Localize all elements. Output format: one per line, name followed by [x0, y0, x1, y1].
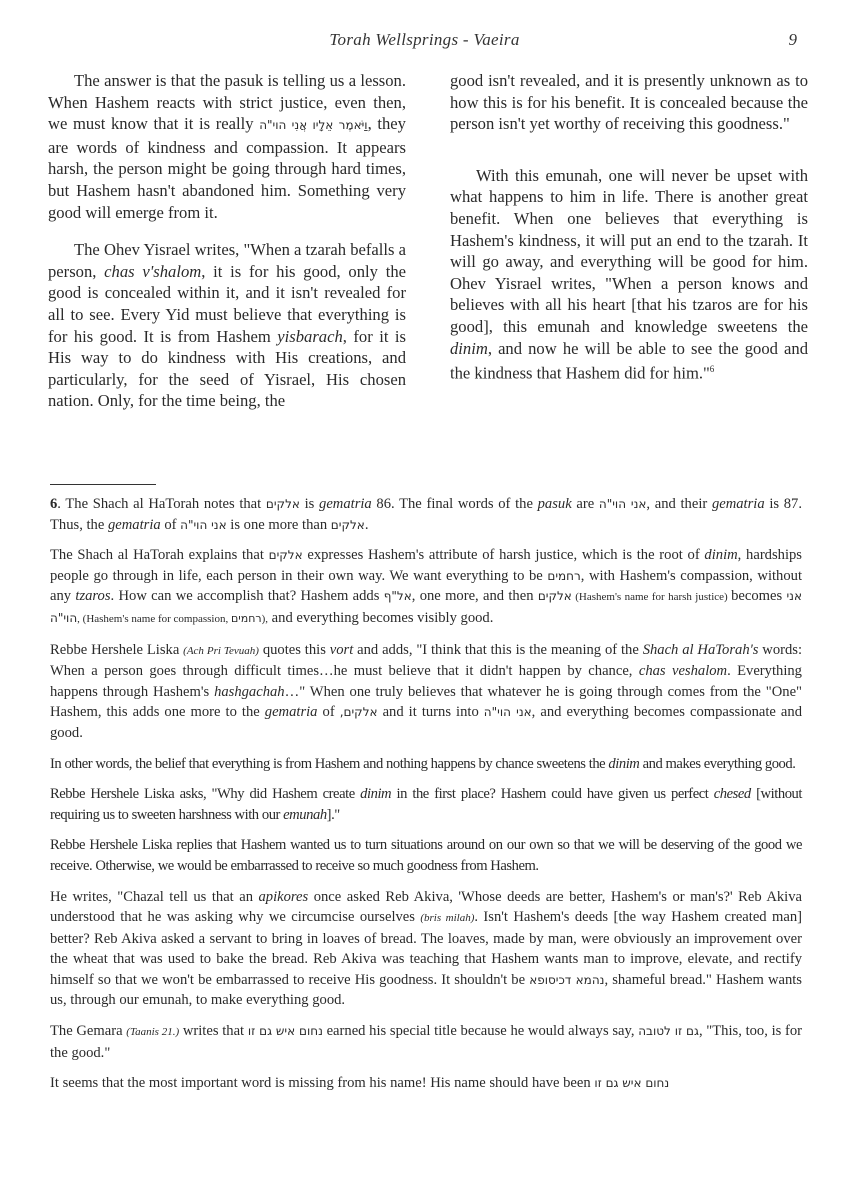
paragraph: The answer is that the pasuk is telling us a lesson. When Hashem reacts with strict justice, even then, we must know that it is really וַיֹּאמֶר אֵלָיו אֲנִי הוי"ה, they are words of kindness and compassion. It appears harsh, the person might be going through hard times, but Hashem hasn't abandoned him. Something very good will emerge from it.	[48, 71, 406, 222]
left-column	[48, 70, 406, 428]
footnote-6: 6. The Shach al HaTorah notes that אלקים is gematria 86. The final words of the pasuk are אני הוי"ה, and their gematria is 87. Thus, the gematria of אני הוי"ה is one more than אלקים.	[50, 496, 802, 533]
footnote-paragraph: Rebbe Hershele Liska (Ach Pri Tevuah) quotes this vort and adds, "I think that this is the meaning of the Shach al HaTorah's words: When a person goes through difficult times…he must believe that it didn't happen by chance, chas veshalom. Everything happens through Hashem's hashgachah…" When one truly believes that whatever he is going through comes from the "One" Hashem, this adds one more to the gematria of אלקים, and it turns into אני הוי"ה, and everything becomes compassionate and good.	[50, 641, 803, 741]
main-text-columns	[48, 70, 808, 428]
running-title: Torah Wellsprings - Vaeira	[329, 30, 520, 49]
paragraph: With this emunah, one will never be upset with what happens to him in life. There is another great benefit. When one believes that everything is Hashem's kindness, it will put an end to the tzarah. It will go away, and everything will be good for him. Ohev Yisrael writes, "When a person knows and believes with all his heart [that his tzaros are for his good], this emunah and knowledge sweetens the dinim, and now he will be able to see the good and the kindness that Hashem did for him."$^6$	[450, 165, 808, 383]
footnote-paragraph: It seems that the most important word is missing from his name! His name should have been נחום איש גם זו	[50, 1075, 670, 1092]
footnotes-section	[50, 494, 802, 1104]
footnote-divider	[50, 484, 156, 485]
right-column	[450, 70, 808, 428]
footnote-paragraph: He writes, "Chazal tell us that an apikores once asked Reb Akiva, 'Whose deeds are better, Hashem's or man's?' Reb Akiva understood that he was asking why we circumcise ourselves (bris milah). Isn't Hashem's deeds [the way Hashem created man] better? Reb Akiva asked a servant to bring in loaves of bread. The loaves, made by man, were obviously an improvement over the wheat that was used to bake the bread. Reb Akiva was teaching that Hashem wants man to improve, elevate, and rectify himself so that we won't be embarrassed to receive His goodness. It shouldn't be נהמא דכיסופא, shameful bread." Hashem wants us, through our emunah, to make everything good.	[50, 888, 802, 1009]
footnote-paragraph: The Gemara (Taanis 21.) writes that נחום איש גם זו earned his special title because he would always say, גם זו לטובה, "This, too, is for the good."	[50, 1023, 803, 1061]
hebrew-text: וַיֹּאמֶר אֵלָיו אֲנִי הוי"ה	[259, 118, 368, 133]
paragraph: good isn't revealed, and it is presently unknown as to how this is for his benefit. It is concealed because the person isn't yet worthy of receiving this goodness."	[450, 71, 808, 134]
footnote-paragraph: In other words, the belief that everything is from Hashem and nothing happens by chance sweetens the dinim and makes everything good.	[50, 755, 796, 772]
footnote-reference[interactable]: 6	[709, 364, 715, 375]
page-number: 9	[788, 30, 797, 49]
footnote-paragraph: The Shach al HaTorah explains that אלקים expresses Hashem's attribute of harsh justice, which is the root of dinim, hardships people go through in life, each person in their own way. We want everything to be רחמים, with Hashem's compassion, without any tzaros. How can we accomplish that? Hashem adds אל"ף, one more, and then אלקים (Hashem's name for harsh justice) becomes אני הוי"ה, (Hashem's name for compassion, רחמים), and everything becomes visibly good.	[50, 547, 803, 626]
footnote-number: 6	[50, 496, 58, 512]
running-header	[0, 30, 849, 54]
footnote-paragraph: Rebbe Hershele Liska replies that Hashem wanted us to turn situations around on our own so that we will be deserving of the good we receive. Otherwise, we would be embarrassed to receive so much goodness from Hashem.	[50, 837, 802, 874]
footnote-paragraph: Rebbe Hershele Liska asks, "Why did Hashem create dinim in the first place? Hashem could have given us perfect chesed [without requiring us to sweeten harshness with our emunah]."	[50, 786, 803, 823]
paragraph: The Ohev Yisrael writes, "When a tzarah befalls a person, chas v'shalom, it is for his good, only the good is concealed within it, and it isn't revealed for all to see. Every Yid must believe that everything is for his good. It is from Hashem yisbarach, for it is His way to do kindness with His creations, and particularly, for the seed of Yisrael, His chosen nation. Only, for the time being, the	[48, 240, 406, 411]
